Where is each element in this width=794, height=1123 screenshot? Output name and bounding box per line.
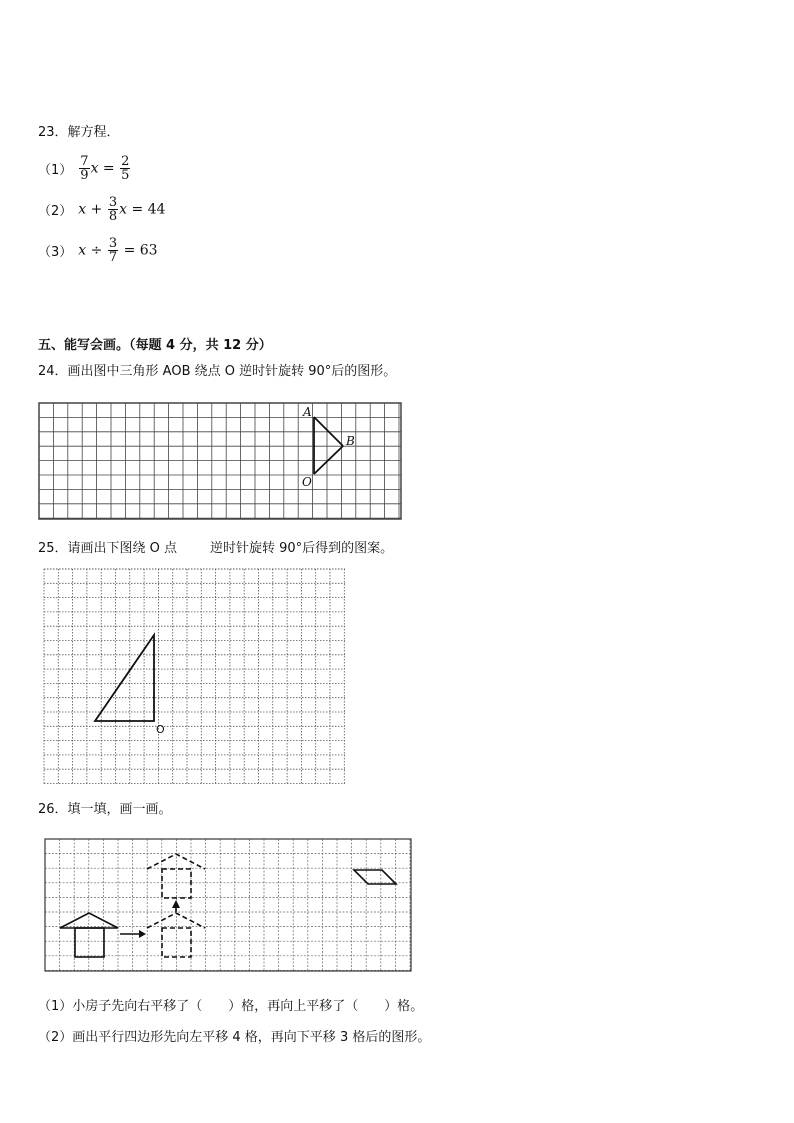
q25-title-part2: 逆时针旋转 90°后得到的图案。 <box>210 541 394 556</box>
fraction-3-8: $\frac{3}{8}$ <box>108 195 118 224</box>
section-5-heading: 五、能写会画。（每题 4 分，共 12 分） <box>38 338 272 353</box>
equation-1-label: （1） <box>38 163 73 178</box>
fraction-7-9: $\frac{7}{9}$ <box>80 154 89 183</box>
equation-3: （3） x ÷ $\frac{3}{7}$ = 63 <box>38 236 158 265</box>
label-o: O <box>156 723 165 736</box>
q24-grid-figure <box>38 402 404 522</box>
label-a: A <box>303 405 312 419</box>
equation-2: （2） x + $\frac{3}{8}$ x = 44 <box>38 195 166 224</box>
parallelogram <box>354 870 396 884</box>
house-body <box>75 928 104 957</box>
q25-grid-figure <box>43 568 347 786</box>
arrow-up-icon <box>172 900 180 908</box>
fraction-2-5: $\frac{2}{5}$ <box>121 154 130 183</box>
label-b: B <box>346 434 355 448</box>
q23-title: 23．解方程． <box>38 125 120 140</box>
right-triangle <box>95 635 154 721</box>
equation-1: （1） $\frac{7}{9}$ x = $\frac{2}{5}$ <box>38 154 130 183</box>
q26-title: 26．填一填，画一画。 <box>38 802 172 817</box>
q26-subquestion-1: （1）小房子先向右平移了（ ）格，再向上平移了（ ）格。 <box>38 999 424 1014</box>
fraction-3-7: $\frac{3}{7}$ <box>108 236 118 265</box>
arrow-right-icon <box>139 930 146 938</box>
label-o: O <box>302 475 312 489</box>
house-translated-up <box>147 854 205 898</box>
equation-3-label: （3） <box>38 245 73 260</box>
q26-grid-figure <box>44 838 414 974</box>
house-translated-right <box>147 913 205 957</box>
q24-title: 24．画出图中三角形 AOB 绕点 O 逆时针旋转 90°后的图形。 <box>38 364 397 379</box>
q25-title-part1: 25．请画出下图绕 O 点 <box>38 541 178 556</box>
equation-2-label: （2） <box>38 204 73 219</box>
q26-subquestion-2: （2）画出平行四边形先向左平移 4 格，再向下平移 3 格后的图形。 <box>38 1030 431 1045</box>
segment-bo <box>314 446 343 474</box>
